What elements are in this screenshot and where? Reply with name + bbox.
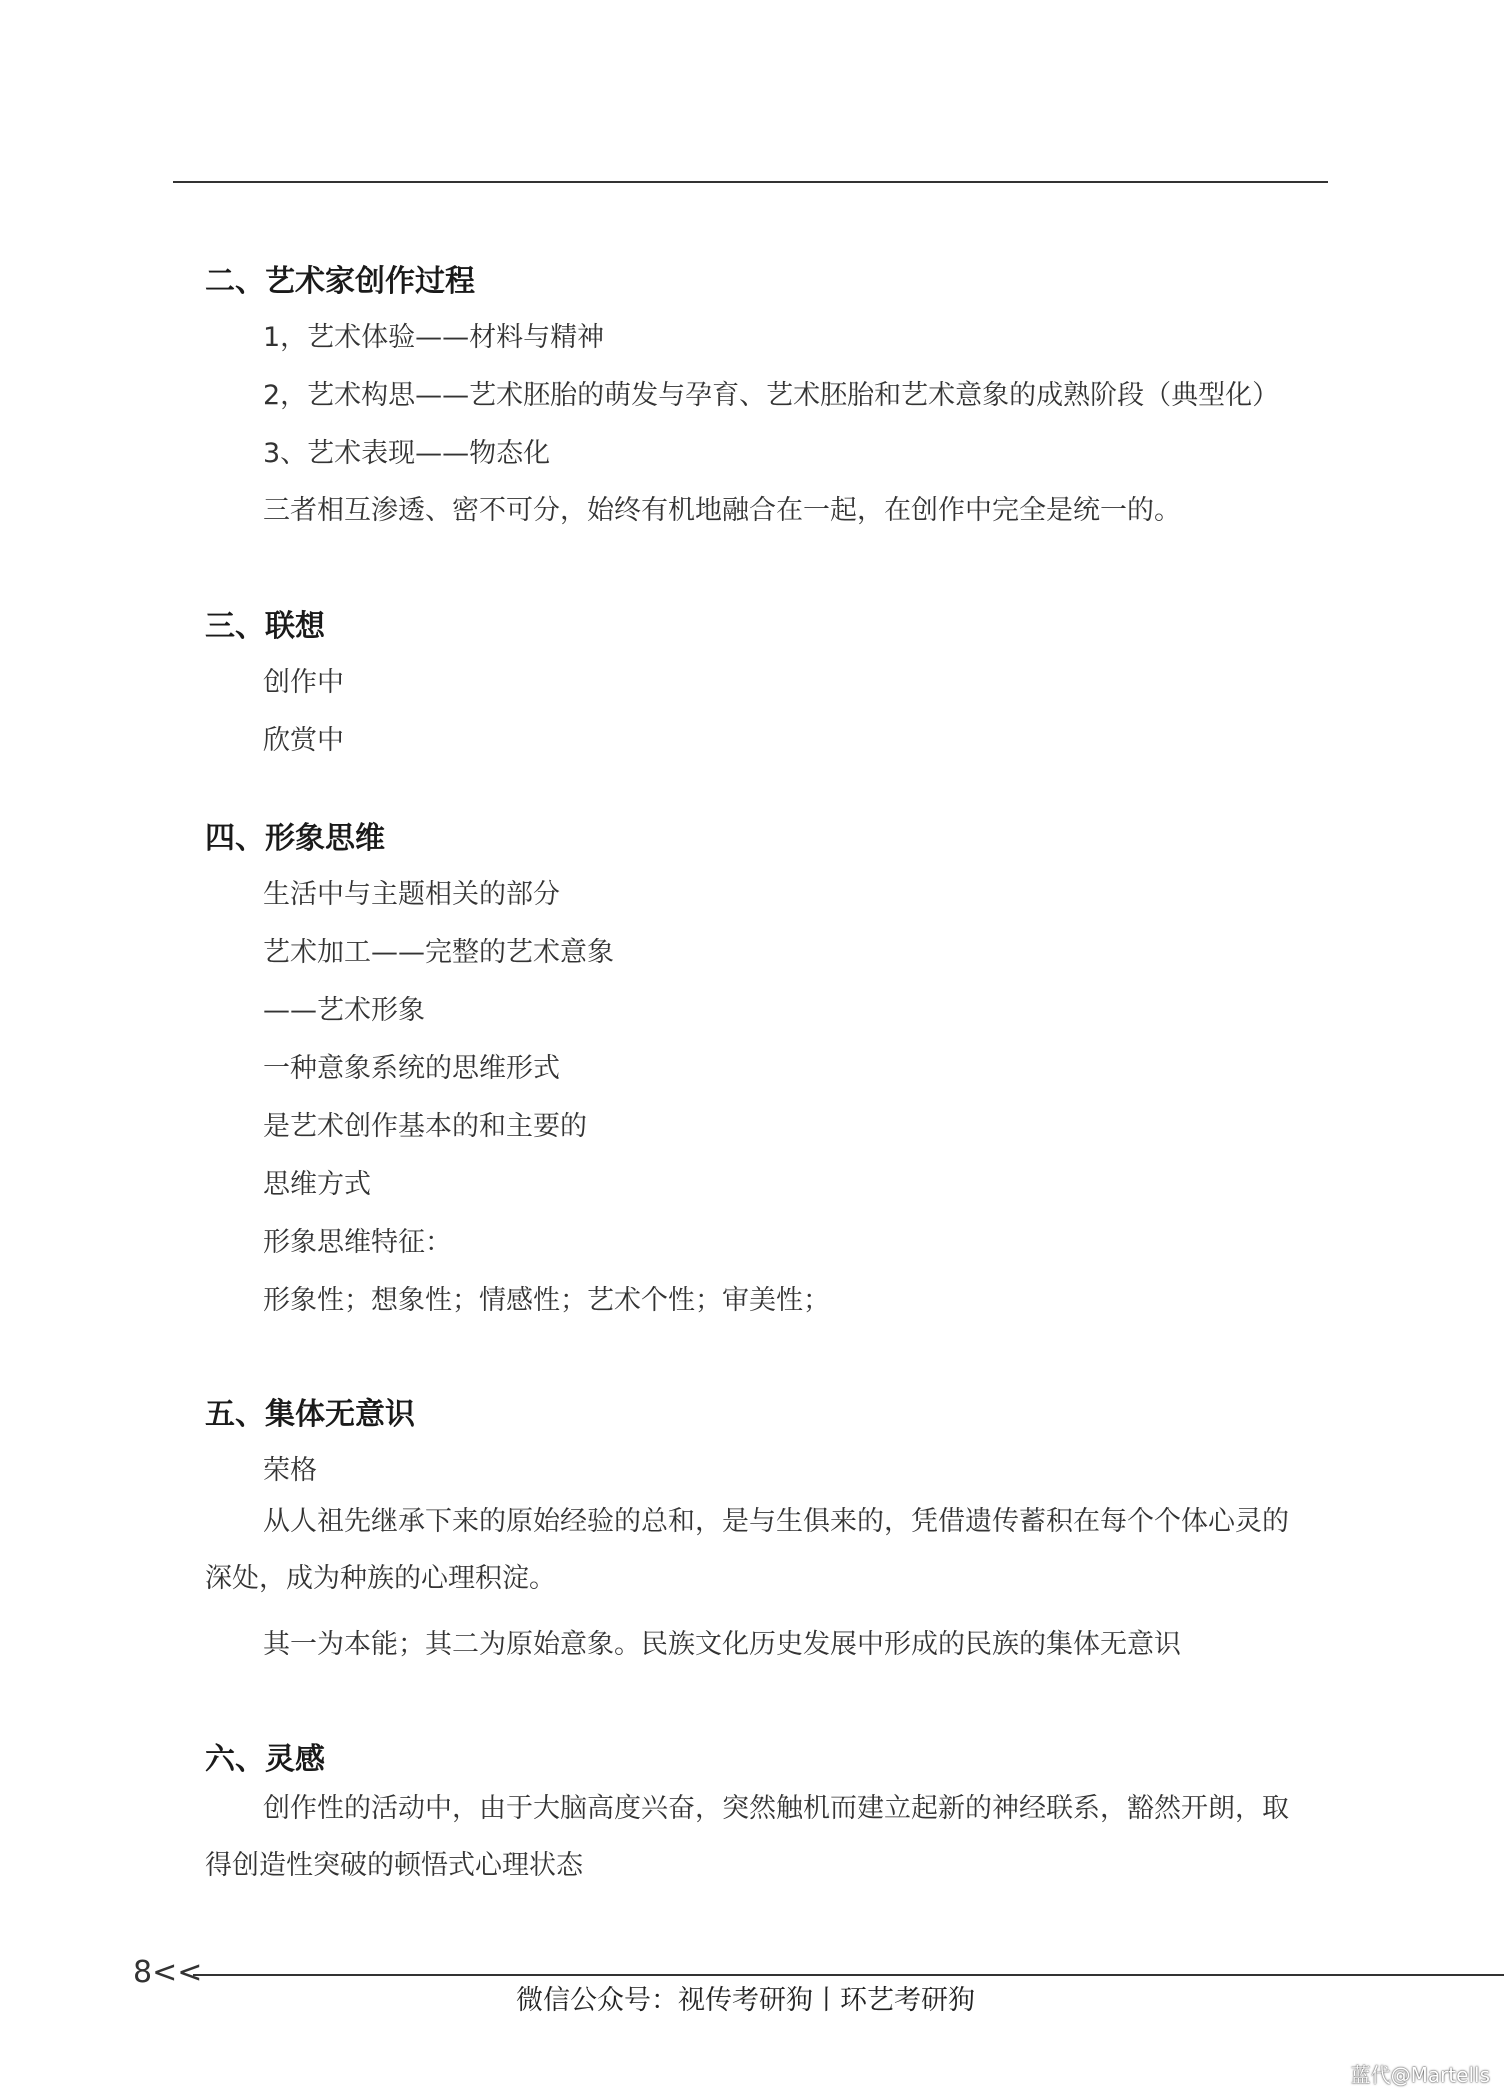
footer-text: 微信公众号：视传考研狗丨环艺考研狗 bbox=[516, 1985, 975, 2016]
list-item: 形象性；想象性；情感性；艺术个性；审美性； bbox=[263, 1285, 830, 1316]
section-heading-creation-process: 二、艺术家创作过程 bbox=[205, 264, 475, 299]
section-heading-inspiration: 六、灵感 bbox=[205, 1742, 325, 1777]
watermark: 蓝代@Martells bbox=[1350, 2063, 1490, 2087]
page-number: 8<< bbox=[133, 1955, 203, 1990]
list-item: 2，艺术构思——艺术胚胎的萌发与孕育、艺术胚胎和艺术意象的成熟阶段（典型化） bbox=[263, 380, 1280, 411]
list-item: 1，艺术体验——材料与精神 bbox=[263, 322, 605, 353]
list-item: 三者相互渗透、密不可分，始终有机地融合在一起，在创作中完全是统一的。 bbox=[263, 495, 1181, 526]
header-rule bbox=[173, 181, 1328, 183]
list-item: 是艺术创作基本的和主要的 bbox=[263, 1111, 587, 1142]
paragraph: 其一为本能；其二为原始意象。民族文化历史发展中形成的民族的集体无意识 bbox=[263, 1629, 1181, 1660]
list-item: 一种意象系统的思维形式 bbox=[263, 1053, 560, 1084]
list-item: 荣格 bbox=[263, 1455, 317, 1486]
list-item: 艺术加工——完整的艺术意象 bbox=[263, 937, 614, 968]
list-item: 生活中与主题相关的部分 bbox=[263, 879, 560, 910]
list-item: 欣赏中 bbox=[263, 725, 344, 756]
section-heading-association: 三、联想 bbox=[205, 609, 325, 644]
section-heading-image-thinking: 四、形象思维 bbox=[205, 821, 385, 856]
list-item: 思维方式 bbox=[263, 1169, 371, 1200]
list-item: 形象思维特征： bbox=[263, 1227, 452, 1258]
list-item: ——艺术形象 bbox=[263, 995, 425, 1026]
footer-rule bbox=[193, 1974, 1504, 1976]
list-item: 3、艺术表现——物态化 bbox=[263, 438, 551, 469]
section-heading-collective-unconscious: 五、集体无意识 bbox=[205, 1397, 415, 1432]
paragraph: 从人祖先继承下来的原始经验的总和，是与生俱来的，凭借遗传蓄积在每个个体心灵的深处，成为种族的心理积淀。 bbox=[205, 1506, 1289, 1594]
paragraph: 创作性的活动中，由于大脑高度兴奋，突然触机而建立起新的神经联系，豁然开朗，取得创造性突破的顿悟式心理状态 bbox=[205, 1793, 1289, 1881]
list-item: 创作中 bbox=[263, 667, 344, 698]
